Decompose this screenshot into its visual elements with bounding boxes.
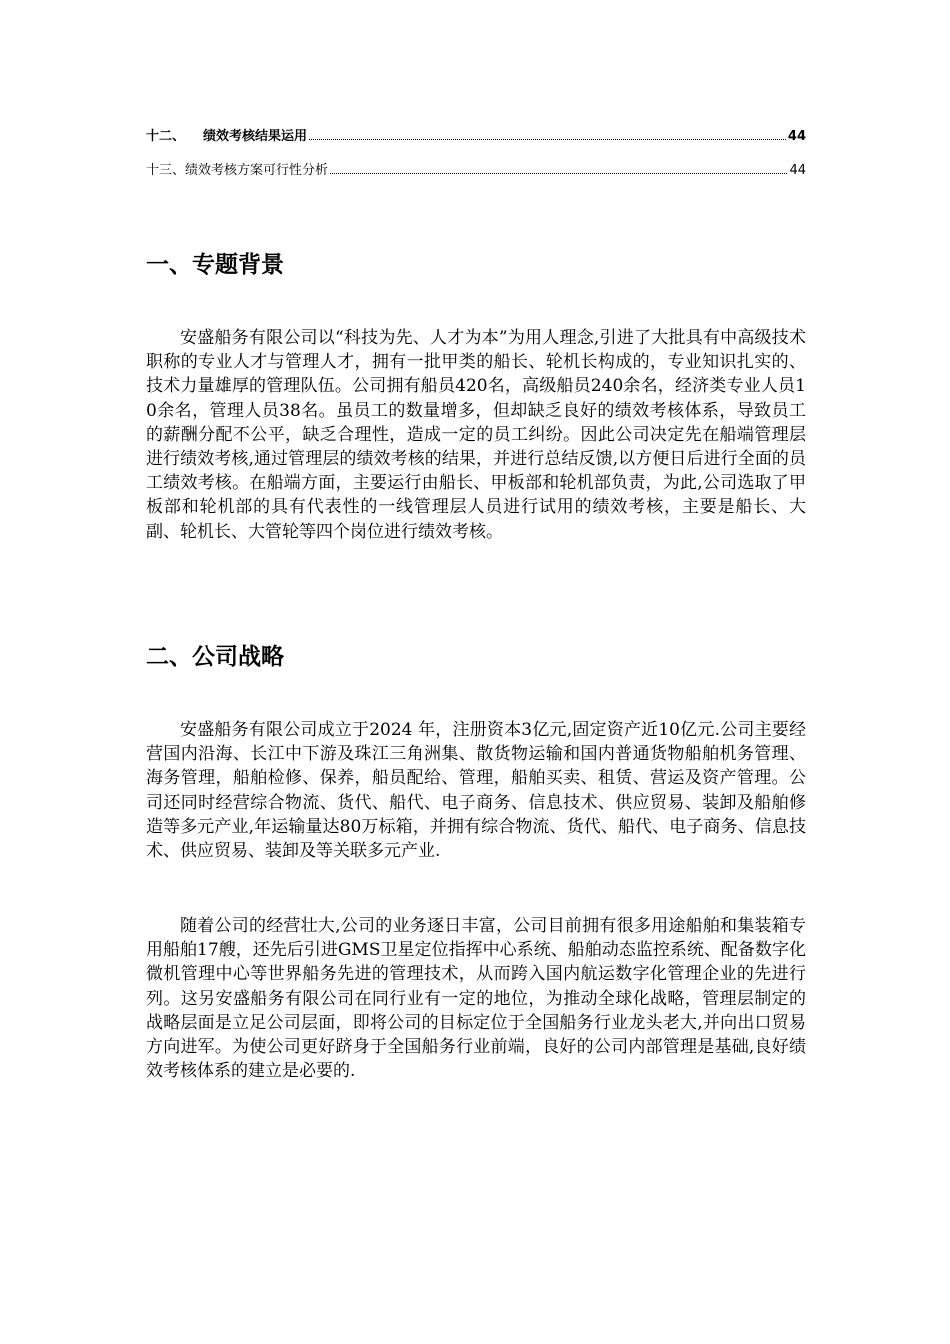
- toc-entry-title: 绩效考核结果运用: [203, 129, 308, 144]
- toc-dot-leader: [330, 172, 787, 174]
- toc-entry-title: 绩效考核方案可行性分析: [185, 163, 329, 178]
- body-paragraph: 安盛船务有限公司成立于2024 年，注册资本3亿元,固定资产近10亿元.公司主要经营国内沿海、长江中下游及珠江三角洲集、散货物运输和国内普通货物船舶机务管理、海务管理，船舶检修、保养，船员配给、管理，船舶买卖、租赁、营运及资产管理。公司还同时经营综合物流、货代、船代、电子商务、信息技术、供应贸易、装卸及船舶修造等多元产业,年运输量达80万标箱，并拥有综合物流、货代、船代、电子商务、信息技术、供应贸易、装卸及等关联多元产业.: [146, 720, 806, 862]
- toc-entry-number: 十二、: [146, 129, 186, 144]
- body-paragraph: 随着公司的经营壮大,公司的业务逐日丰富，公司目前拥有很多用途船舶和集装箱专用船舶17艘，还先后引进GMS卫星定位指挥中心系统、船舶动态监控系统、配备数字化微机管理中心等世界船务先进的管理技术，从而跨入国内航运数字化管理企业的先进行列。这另安盛船务有限公司在同行业有一定的地位，为推动全球化战略，管理层制定的战略层面是立足公司层面，即将公司的目标定位于全国船务行业龙头老大,并向出口贸易方向进军。为使公司更好跻身于全国船务行业前端，良好的公司内部管理是基础,良好绩效考核体系的建立是必要的.: [146, 916, 806, 1082]
- toc-entry[interactable]: [146, 128, 806, 146]
- toc-entry-page: 44: [789, 163, 806, 178]
- toc-entry[interactable]: [146, 162, 806, 180]
- section-heading: 一、专题背景: [146, 252, 284, 278]
- toc-entry-page: 44: [787, 129, 806, 144]
- section-heading: 二、公司战略: [146, 644, 284, 670]
- body-paragraph: 安盛船务有限公司以“科技为先、人才为本”为用人理念,引进了大批具有中高级技术职称的专业人才与管理人才，拥有一批甲类的船长、轮机长构成的，专业知识扎实的、技术力量雄厚的管理队伍。公司拥有船员420名，高级船员240余名，经济类专业人员10余名，管理人员38名。虽员工的数量增多，但却缺乏良好的绩效考核体系，导致员工的薪酬分配不公平，缺乏合理性，造成一定的员工纠纷。因此公司决定先在船端管理层进行绩效考核,通过管理层的绩效考核的结果，并进行总结反馈,以方便日后进行全面的员工绩效考核。在船端方面，主要运行由船长、甲板部和轮机部负责，为此,公司选取了甲板部和轮机部的具有代表性的一线管理层人员进行试用的绩效考核，主要是船长、大副、轮机长、大管轮等四个岗位进行绩效考核。: [146, 328, 806, 542]
- toc-entry-number: 十三、: [146, 163, 186, 178]
- toc-dot-leader: [309, 138, 786, 140]
